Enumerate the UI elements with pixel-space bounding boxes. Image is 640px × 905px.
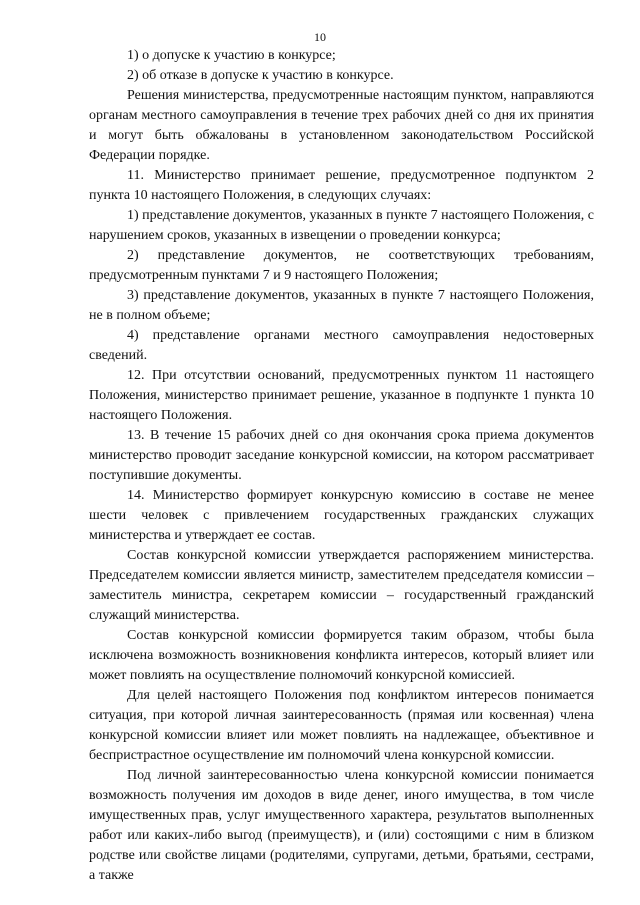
paragraph-6: 2) представление документов, не соответствующих требованиям, предусмотренным пунктами 7 и 9 настоящего Положения;: [89, 248, 594, 283]
paragraph-10: 13. В течение 15 рабочих дней со дня окончания срока приема документов министерство проводит заседание конкурсной комиссии, на котором рассматривает поступившие документы.: [89, 428, 594, 483]
paragraph-7: 3) представление документов, указанных в пункте 7 настоящего Положения, не в полном объеме;: [89, 288, 594, 323]
paragraph-14: Для целей настоящего Положения под конфликтом интересов понимается ситуация, при которой личная заинтересованность (прямая или косвенная) члена конкурсной комиссии влияет или может повлиять на надлежащее, объективное и беспристрастное осуществление им полномочий члена конкурсной комиссии.: [89, 688, 594, 763]
paragraph-3: Решения министерства, предусмотренные настоящим пунктом, направляются органам местного самоуправления в течение трех рабочих дней со дня их принятия и могут быть обжалованы в установленном законодательством Российской Федерации порядке.: [89, 88, 594, 163]
page-number: 10: [314, 30, 326, 44]
paragraph-1: 1) о допуске к участию в конкурсе;: [127, 48, 336, 63]
paragraph-13: Состав конкурсной комиссии формируется таким образом, чтобы была исключена возможность возникновения конфликта интересов, который влияет или может повлиять на осуществление полномочий конкурсной комиссией.: [89, 628, 594, 683]
paragraph-9: 12. При отсутствии оснований, предусмотренных пунктом 11 настоящего Положения, министерство принимает решение, указанное в подпункте 1 пункта 10 настоящего Положения.: [89, 368, 594, 423]
paragraph-5: 1) представление документов, указанных в пункте 7 настоящего Положения, с нарушением сроков, указанных в извещении о проведении конкурса;: [89, 208, 594, 243]
document-body: [89, 46, 594, 886]
paragraph-11: 14. Министерство формирует конкурсную комиссию в составе не менее шести человек с привлечением государственных гражданских служащих министерства и утверждает ее состав.: [89, 488, 594, 543]
paragraph-12: Состав конкурсной комиссии утверждается распоряжением министерства. Председателем комиссии является министр, заместителем председателя комиссии – заместитель министра, секретарем комиссии – государственный гражданский служащий министерства.: [89, 548, 594, 623]
paragraph-2: 2) об отказе в допуске к участию в конкурсе.: [127, 68, 394, 83]
paragraph-8: 4) представление органами местного самоуправления недостоверных сведений.: [89, 328, 594, 363]
paragraph-15: Под личной заинтересованностью члена конкурсной комиссии понимается возможность получения им доходов в виде денег, иного имущества, в том числе имущественных прав, услуг имущественного характера, результатов выполненных работ или каких-либо выгод (преимуществ), и (или) состоящими с ним в близком родстве или свойстве лицами (родителями, супругами, детьми, братьями, сестрами, а также: [89, 768, 594, 883]
paragraph-4: 11. Министерство принимает решение, предусмотренное подпунктом 2 пункта 10 настоящего Положения, в следующих случаях:: [89, 168, 594, 203]
